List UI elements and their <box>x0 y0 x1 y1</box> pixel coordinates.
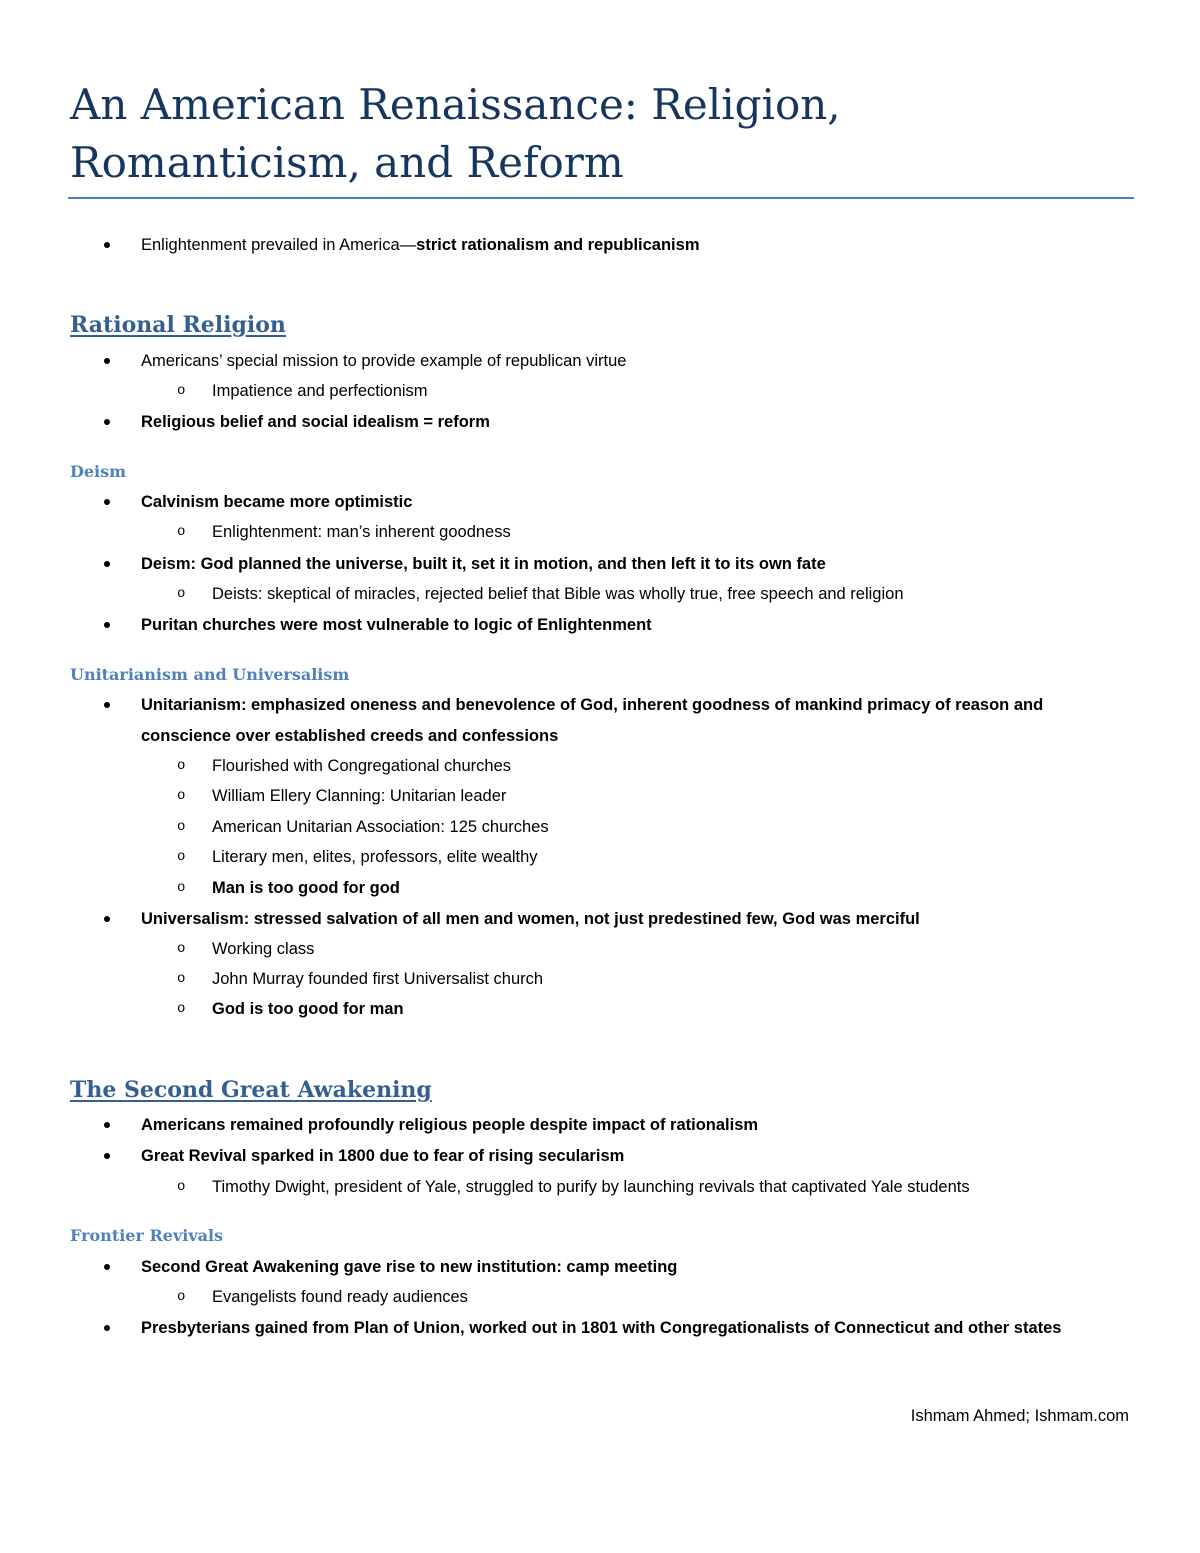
bullet-icon <box>101 350 113 372</box>
list-item <box>141 614 652 636</box>
bullet-icon <box>101 694 113 716</box>
bullet-icon <box>101 1256 113 1278</box>
sub-list-item <box>177 583 904 605</box>
list-item-text: Evangelists found ready audiences <box>212 1288 468 1306</box>
list-item <box>141 1145 624 1167</box>
heading-rational-religion: Rational Religion <box>70 312 286 338</box>
list-item <box>141 690 1131 751</box>
sub-bullet-icon: o <box>177 586 186 602</box>
list-item <box>141 1256 677 1278</box>
list-item-text: Literary men, elites, professors, elite wealthy <box>212 848 538 866</box>
list-item-text: Calvinism became more optimistic <box>141 493 413 511</box>
bullet-icon <box>101 1114 113 1136</box>
sub-bullet-icon: o <box>177 849 186 865</box>
sub-bullet-icon: o <box>177 880 186 896</box>
sub-bullet-icon: o <box>177 788 186 804</box>
list-item-text: Enlightenment: man’s inherent goodness <box>212 523 511 541</box>
list-item-text: Working class <box>212 940 315 958</box>
sub-list-item <box>177 877 400 899</box>
sub-bullet-icon: o <box>177 1001 186 1017</box>
sub-list-item <box>177 521 511 543</box>
heading-second-great-awakening: The Second Great Awakening <box>70 1077 432 1103</box>
list-item-text: Impatience and perfectionism <box>212 382 428 400</box>
sub-list-item <box>177 938 315 960</box>
heading-unitarianism: Unitarianism and Universalism <box>70 665 350 684</box>
footer-credit: Ishmam Ahmed; Ishmam.com <box>910 1407 1129 1425</box>
bullet-icon <box>101 553 113 575</box>
list-item-text: John Murray founded first Universalist church <box>212 970 544 988</box>
list-item <box>141 1114 758 1136</box>
sub-list-item <box>177 1176 970 1198</box>
sub-list-item <box>177 846 538 868</box>
bullet-icon <box>101 1317 113 1339</box>
sub-list-item <box>177 755 511 777</box>
heading-frontier-revivals: Frontier Revivals <box>70 1226 224 1245</box>
list-item-text: Timothy Dwight, president of Yale, struggled to purify by launching revivals that captivated Yale students <box>212 1178 970 1196</box>
sub-bullet-icon: o <box>177 971 186 987</box>
sub-bullet-icon: o <box>177 758 186 774</box>
bullet-icon <box>101 234 113 256</box>
sub-bullet-icon: o <box>177 941 186 957</box>
list-item-text: Presbyterians gained from Plan of Union, worked out in 1801 with Congregationalists of Connecticut and other states <box>141 1319 1062 1337</box>
list-item <box>141 350 626 372</box>
list-item-text: American Unitarian Association: 125 churches <box>212 818 549 836</box>
sub-bullet-icon: o <box>177 1289 186 1305</box>
list-item <box>141 908 920 930</box>
sub-bullet-icon: o <box>177 1179 186 1195</box>
document-title: An American Renaissance: Religion, Romanticism, and Reform <box>70 80 841 187</box>
sub-bullet-icon: o <box>177 524 186 540</box>
intro-text: Enlightenment prevailed in America— <box>141 236 417 254</box>
intro-item <box>141 234 699 256</box>
bullet-icon <box>101 614 113 636</box>
title-rule <box>68 197 1134 199</box>
list-item <box>141 411 490 433</box>
list-item <box>141 553 826 575</box>
sub-list-item <box>177 968 544 990</box>
bullet-icon <box>101 1145 113 1167</box>
sub-list-item <box>177 1286 468 1308</box>
list-item-text: Americans’ special mission to provide example of republican virtue <box>141 352 627 370</box>
list-item-text: Universalism: stressed salvation of all men and women, not just predestined few, God was merciful <box>141 910 920 928</box>
list-item-text: Unitarianism: emphasized oneness and benevolence of God, inherent goodness of mankind primacy of reason and conscience over established creeds and confessions <box>141 696 1044 745</box>
list-item-text: Second Great Awakening gave rise to new institution: camp meeting <box>141 1258 678 1276</box>
intro-bold: strict rationalism and republicanism <box>416 236 700 254</box>
list-item <box>141 491 412 513</box>
list-item-text: Americans remained profoundly religious people despite impact of rationalism <box>141 1116 759 1134</box>
list-item-text: Deism: God planned the universe, built it, set it in motion, and then left it to its own fate <box>141 555 826 573</box>
bullet-icon <box>101 411 113 433</box>
bullet-icon <box>101 491 113 513</box>
list-item-text: Flourished with Congregational churches <box>212 757 511 775</box>
sub-bullet-icon: o <box>177 819 186 835</box>
bullet-icon <box>101 908 113 930</box>
list-item-text: Great Revival sparked in 1800 due to fear of rising secularism <box>141 1147 625 1165</box>
sub-list-item <box>177 785 507 807</box>
list-item <box>141 1313 1131 1344</box>
sub-list-item <box>177 998 404 1020</box>
list-item-text: Puritan churches were most vulnerable to logic of Enlightenment <box>141 616 652 634</box>
list-item-text: William Ellery Clanning: Unitarian leader <box>212 787 507 805</box>
sub-list-item <box>177 816 549 838</box>
list-item-text: God is too good for man <box>212 1000 404 1018</box>
list-item-text: Man is too good for god <box>212 879 400 897</box>
sub-bullet-icon: o <box>177 383 186 399</box>
list-item-text: Religious belief and social idealism = reform <box>141 413 490 431</box>
heading-deism: Deism <box>70 462 127 481</box>
list-item-text: Deists: skeptical of miracles, rejected belief that Bible was wholly true, free speech and religion <box>212 585 904 603</box>
sub-list-item <box>177 380 428 402</box>
